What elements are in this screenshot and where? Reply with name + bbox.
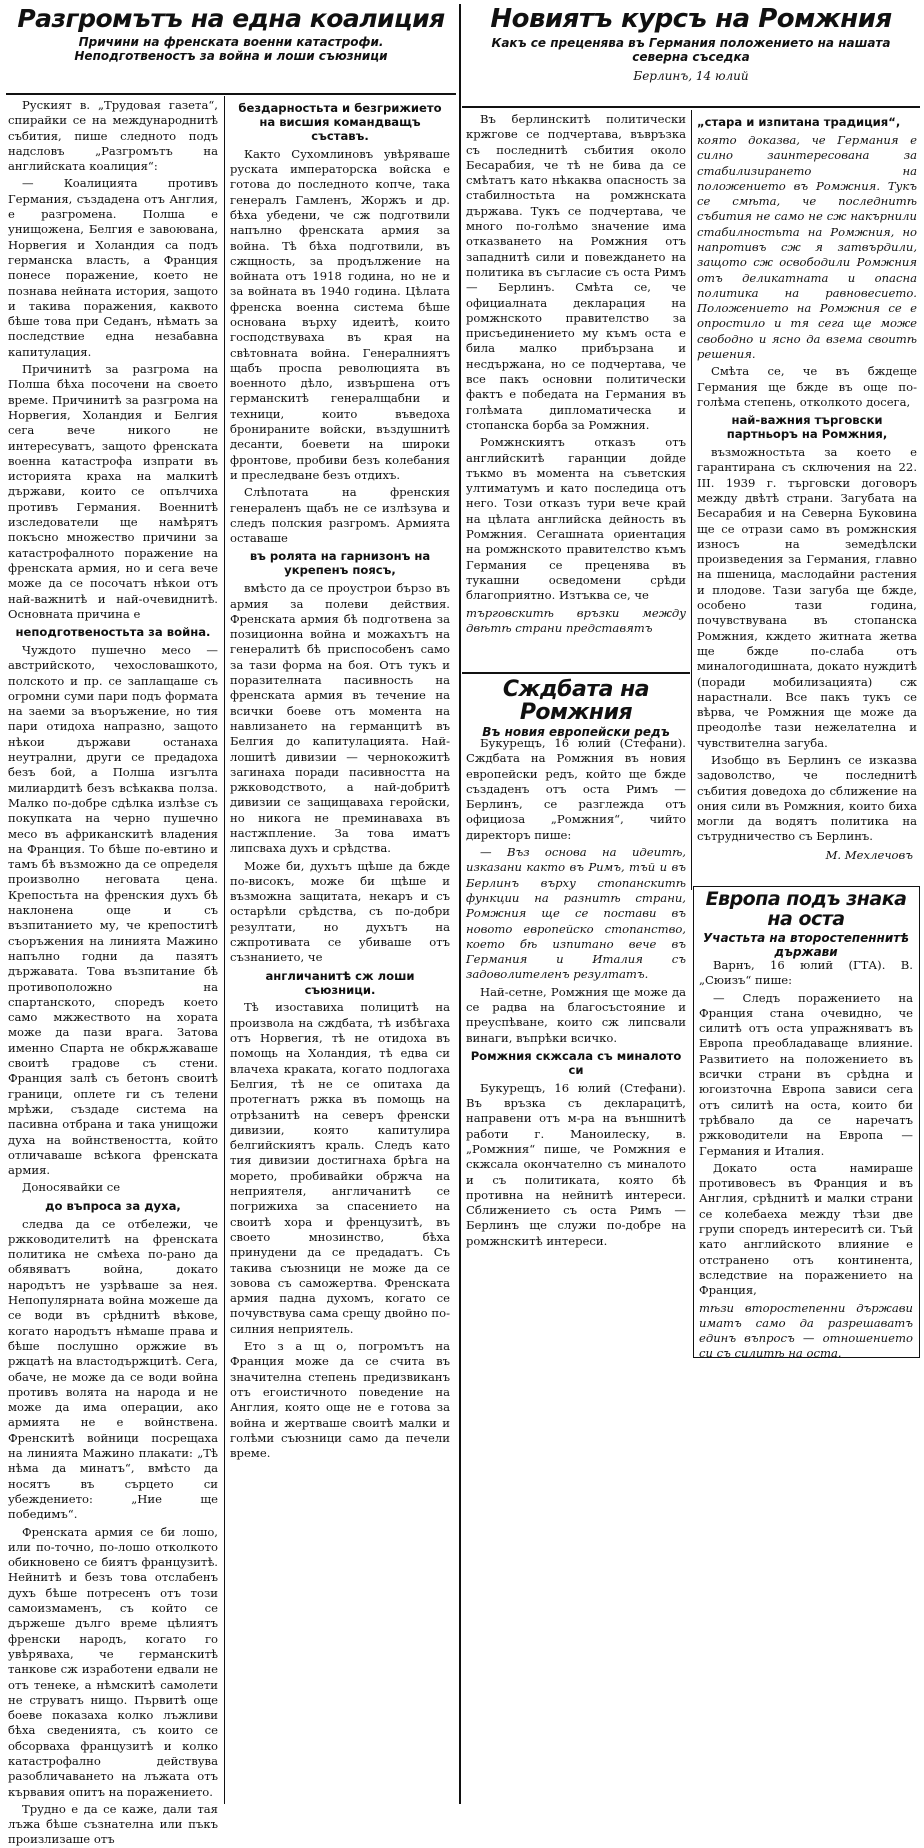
- article4-headline: Европа подъ знака на оста: [705, 888, 907, 930]
- paragraph: Доносявайки се: [22, 1180, 121, 1195]
- article-separator: [459, 4, 461, 1804]
- article3-subheadline: Въ новия европейски редъ: [482, 725, 670, 740]
- paragraph: Руският в. „Трудовая газета“, спирайки се на международнитѣ събития, пише следното подъ надсловъ „Разгромътъ на английската коалиция“:: [8, 98, 218, 174]
- article2-header: [464, 6, 918, 106]
- article3-header: [464, 677, 688, 740]
- article1-headline: Разгромътъ на една коалиция: [17, 4, 445, 33]
- emphasis: най-важния търговски партньоръ на Ромжния,: [726, 413, 888, 442]
- paragraph: Чуждото пушечно месо — австрийското, чехословашкото, полското и пр. се заплащаше съ огромни суми пари подъ формата на заеми за въоръжение, но тия пари отидоха напразно, защото нѣкои държави останаха неутрални, други се предадоха безъ бой, а Полша изгълта милиардитѣ безъ всѣкаква полза. Малко по-добре сдѣлка излѣзе съ покупката на черно пушечно месо въ африканскитѣ владения на Франция. То бѣше по-евтино и тамъ бѣ възможно да се определя произволно неговата цена. Крепостьта на френския духъ бѣ наклонена още и съ възпитанието му, че крепоститѣ съоръжения на линията Мажино напълно годни да пазятъ държавата. Това възпитание бѣ противоположно на спартанското, споредъ което само мжжеството на хората може да пази врага. Затова именно Спарта не обкрѫжаваше своитѣ градове съ стени. Франция залѣ съ бетонъ своитѣ граници, оплете ги съ телени мрѣжи, създаде система на пасивна отбрана и така унищожи духа на войнствеността, който отличаваше всѣкога френската армия.: [8, 643, 218, 1178]
- subhead: въ ролята на гарнизонъ на укрепенъ поясъ,: [249, 549, 431, 578]
- divider: [6, 93, 456, 95]
- signature: М. Мехлечовъ: [825, 847, 913, 862]
- paragraph: Най-сетне, Ромжния ще може да се радва на благосъстояние и преуспѣване, които сж липсвали винаги, въпрѣки всичко.: [466, 984, 686, 1045]
- paragraph: възможностьта за което е гарантирана съ сключения на 22. III. 1939 г. търговски договоръ между двѣтѣ страни. Загубата на Бесарабия и на Северна Буковина ще се отрази само въ ромжнския износъ на земедѣлски произведения за Германия, главно на пшеница, маслодайни растения и плодове. Тази загуба ще бжде, особено тази година, почувствувана въ стопанска Ромжния, кждето житната жетва ще бжде по-слаба отъ миналогодишната, докато нуждитѣ (поради мобилизацията) сж нарастнали. Все пакъ тукъ се вѣрва, че Ромжния ще може да преодолѣе тази нежелателна и чувствителна загуба.: [697, 445, 917, 750]
- paragraph: Букурещъ, 16 юлий (Стефани). Въ връзка съ декларацитѣ, направени отъ м-ра на външнитѣ работи г. Маноилеску, в. „Ромжния“ пише, че Ромжния е скжсала окончателно съ миналото и съ политиката, която бѣ противна на нейнитѣ интереси. Сближението съ оста Римъ — Берлинъ ще служи по-добре на ромжнскитѣ интереси.: [466, 1080, 686, 1248]
- article1-header: [6, 6, 456, 92]
- subhead: до въпроса за духа,: [45, 1198, 181, 1213]
- paragraph: Варнъ, 16 юлий (ГТА). В. „Сюизъ“ пише:: [699, 958, 913, 988]
- column-rule: [224, 96, 225, 1804]
- paragraph: Въ берлинскитѣ политически кржгове се подчертава, въвръзка съ последнитѣ събития около Бесарабия, че тѣ не бива да се смѣтатъ като нѣкаква опасность за стабилностьта на ромжнската държава. Тукъ се подчертава, че много по-голѣмо значение има отказването на Ромжния отъ западнитѣ сили и повеждането на политика въ съгласие съ оста Римъ — Берлинъ. Смѣта се, че официалната декларация на ромжнското правителство за присъединението му къмъ оста е била малко прибързана и несдържана, но се подчертава, че все пакъ основни политически фактъ е победата на Германия въ голѣмата дипломатическа и стопанска борба за Ромжния.: [466, 112, 686, 432]
- paragraph: Както Сухомлиновъ увѣряваше руската императорска войска е готова до последното копче, така генералъ Гамленъ, Жоржъ и др. бѣха убедени, че сж подготвили напълно френската армия за война. Тѣ бѣха подготвили, въ сжщность, за продължение на войната отъ 1918 година, но не и за войната въ 1940 година. Цѣлата френска военна система бѣше основана върху идеитѣ, които господствуваха въ края на свѣтовната война. Генералниятъ щабъ проспа революцията въ военното дѣло, извършена отъ германскитѣ генералщабни и техници, които въведоха бронираните войски, въздушнитѣ десанти, боевети на широки фронтове, пробиви безъ колебания и преследване безъ отдихъ.: [230, 146, 450, 482]
- paragraph: Трудно е да се каже, дали тая лъжа бѣше съзнателна или пъкъ произлизаше отъ: [8, 1801, 218, 1847]
- paragraph: вмѣсто да се проустрои бързо въ армия за полеви действия. Френската армия бѣ подготвена за позиционна война и можахътъ на генералитѣ бѣ приспособенъ само за тази форма на боя. Отъ тукъ и поразителната пасивность на френската армия въ течение на всички боеве отъ момента на навлизането на германцитѣ въ Белгия до капитулацията. Най-лошитѣ дивизии — чернокожитѣ загинаха поради пасивността на ржководството, а най-добритѣ дивизии се защищаваха геройски, но никога не преминаваха въ настжпление. За това иматъ липсваха духъ и срѣдства.: [230, 581, 450, 856]
- subhead: Ромжния скжсала съ миналото си: [470, 1048, 682, 1077]
- article1-column-1: [8, 98, 218, 1847]
- article4-subheadline: Участьта на второстепеннитѣ държави: [702, 930, 910, 959]
- divider: [462, 672, 690, 674]
- paragraph: Френската армия се би лошо, или по-точно, по-лошо отколкото обикновено се биятъ французитѣ. Нейнитѣ и безъ това отслабенъ духъ бѣше потресенъ отъ този самоизмаменъ, съ който се държеше дълго време цѣлиятъ френски народъ, когато го увѣряваха, че германскитѣ танкове сж изработени едвали не отъ тенеке, а нѣмскитѣ самолети не струватъ нищо. Първитѣ още боеве показаха колко лъжливи бѣха сведенията, съ които се обсорваха французитѣ и колко катастрофално действува разобличаването на лъжата отъ кървавия опитъ на поражението.: [8, 1524, 218, 1799]
- article2-dateline: Берлинъ, 14 юлий: [633, 68, 749, 83]
- paragraph: която доказва, че Германия е силно заинтересована за стабилизирането на положението въ Ромжния. Тукъ се смѣта, че последнитѣ събития не само не сж накърнили стабилностьта на Ромжния, но напротивъ сж я затвърдили, защото сж освободили Ромжния отъ деликатната и опасна политика на равновесието. Положението на Ромжния се е опростило и тя сега ще може свободно и ясно да взема своитѣ решения.: [697, 132, 917, 362]
- paragraph: Ромжнскиятъ отказъ отъ английскитѣ гаранции дойде тъкмо въ момента на съветския ултиматумъ и като последица отъ него. Този отказъ тури вече край на цѣлата английска дейность въ Ромжния. Сегашната ориентация на ромжнското правителство къмъ Германия се преценява въ тукашни осведомени срѣди благоприятно. Изтъква се, че: [466, 435, 686, 603]
- paragraph: — Въз основа на идеитѣ, изказани както въ Римъ, тъй и въ Берлинъ върху стопанскитѣ функции на разнитѣ страни, Ромжния ще се постави въ новото европейско стопанство, което бѣ изпитано вече въ Германия и Италия съ задоволителенъ резултатъ.: [466, 845, 686, 982]
- paragraph: Слѣпотата на френския генераленъ щабъ не се излѣзува и следъ полския разгромъ. Армията оставаше: [230, 485, 450, 546]
- article2-headline: Новиятъ курсъ на Ромжния: [490, 4, 892, 34]
- paragraph: Изобщо въ Берлинъ се изказва задоволство, че последнитѣ събития доведоха до сближение на ония сили въ Ромжния, които биха могли да водятъ политика на сътрудничество съ Берлинъ.: [697, 753, 917, 844]
- paragraph: Тѣ изоставиха полицитѣ на произвола на сждбата, тѣ избѣгаха отъ Норвегия, тѣ не отидоха въ помощь на Холандия, тѣ едва си влачеха краката, когато подлогаха Белгия, тѣ не се опитаха да протегнатъ ржка въ помощь на отрѣзанитѣ на северъ френски дивизии, която капитулира белгийскиятъ краль. Следъ като тия дивизии достигнаха брѣга на морето, пробивайки обржча на неприятеля, англичанитѣ се погрижиха за спасението на своитѣ хора и френцузитѣ, въ своето мнозинство, бѣха принудени да се предадатъ. Съ такива съюзници не може да се зовова съ саможертва. Френската армия падна духомъ, когато се почувствува сама срещу двойно по-силния неприятель.: [230, 1000, 450, 1336]
- emphasis: „стара и изпитана традиция“,: [697, 115, 901, 129]
- article4-header: [697, 888, 915, 959]
- column-rule: [691, 110, 692, 890]
- subhead: англичанитѣ сж лоши съюзници.: [265, 968, 415, 997]
- subhead: неподготвеностьта за война.: [15, 625, 211, 640]
- article2-subheadline: Какъ се преценява въ Германия положението на нашата северна съседка: [491, 36, 891, 65]
- paragraph: Ето з а щ о, погромътъ на Франция може да се счита въ значителна степень предизвиканъ отъ егоистичното поведение на Англия, която още не е готова за война и жертваше своитѣ малки и голѣми съюзници само да печели време.: [230, 1339, 450, 1461]
- paragraph: — Коалицията противъ Германия, създадена отъ Англия, е разгромена. Полша е унищожена, Белгия е завоювана, Норвегия и Холандия са подъ германска власть, а Франция понесе поражение, което не познава нейната история, защото и такива поражения, каквото бѣше това при Седанъ, нѣмать за последствие една незабавна капитулация.: [8, 176, 218, 359]
- article2-column-2: [697, 112, 917, 882]
- article1-column-2: [230, 98, 450, 1803]
- article4-body: [699, 958, 913, 1361]
- paragraph: Може би, духътъ щѣше да бжде по-високъ, може би щѣше и възможна защитата, некаръ и съ остарѣли срѣдства, съ по-добри резултати, но духътъ на сжпротивата се убиваше отъ съзнанието, че: [230, 858, 450, 965]
- paragraph: следва да се отбележи, че ржководителитѣ на френската политика не смѣеха по-рано да обявяватъ война, докато народътъ не узрѣваше за нея. Непопулярната война можеше да се води въ срѣднитѣ вѣкове, когато народътъ нѣмаше права и бѣше послушно оржжие въ ржцатѣ на властодържцитѣ. Сега, обаче, не може да се води война противъ волята на народа и не може да има операции, ако армията не е войнствена. Френскитѣ войници посрещаха на линията Мажино плакати: „Тѣ нѣма да минатъ“, вмѣсто да носятъ въ сърцето си убеждението: „Ние ще победимъ“.: [8, 1216, 218, 1522]
- paragraph: Докато оста намираше противовесъ въ Франция и въ Англия, срѣднитѣ и малки страни се колебаеха между тѣзи две групи споредъ интереситѣ си. Тъй като английското влияние е отстранено отъ континента, вследствие на поражението на Франция,: [699, 1160, 913, 1298]
- subhead: бездарностьта и безгрижието на висшия командващъ съставъ.: [238, 101, 442, 143]
- emphasis: тѣзи второстепенни държави иматъ само да разрешаватъ единъ въпросъ — отношението си съ силитѣ на оста.: [699, 1300, 913, 1361]
- article3-headline: Сждбата на Ромжния: [502, 677, 650, 726]
- paragraph: Букурещъ, 16 юлий (Стефани). Сждбата на Ромжния въ новия европейски редъ, който ще бжде създаденъ отъ оста Римъ — Берлинъ, се разглежда отъ официоза „Ромжния“, чийто директоръ пише:: [466, 736, 686, 842]
- emphasis: търговскитѣ връзки между двѣтѣ страни представятъ: [466, 605, 686, 635]
- divider: [462, 106, 920, 108]
- paragraph: — Следъ поражението на Франция стана очевидно, че силитѣ отъ оста упражняватъ въ Европа преобладаваще влияние. Развитието на положението въ всички страни въ срѣдна и югоизточна Европа зависи сега отъ силитѣ на оста, които би трѣбвало да се наречатъ ржководители на Европа — Германия и Италия.: [699, 990, 913, 1158]
- paragraph: Причинитѣ за разгрома на Полша бѣха посочени на своето време. Причинитѣ за разгрома на Норвегия, Холандия и Белгия сега вече никого не интересуватъ, защото френската военна катастрофа изпрати въ историята краха на малкитѣ държави, които се опълчиха противъ Германия. Военнитѣ изследователи ще намѣрятъ покъсно множество причини за катастрофалното поражение на френската армия, но и сега вече може да се посочатъ нѣкои отъ най-важнитѣ и най-очевиднитѣ. Основната причина е: [8, 362, 218, 621]
- article2-column-1: [466, 112, 686, 672]
- paragraph: Смѣта се, че въ бждеще Германия ще бжде въ още по-голѣма степень, отколкото досега,: [697, 364, 917, 409]
- article3-body: [466, 736, 686, 1248]
- article1-subheadline: Причини на френската военни катастрофи. Неподготвеностъ за война и лоши съюзници: [74, 35, 388, 64]
